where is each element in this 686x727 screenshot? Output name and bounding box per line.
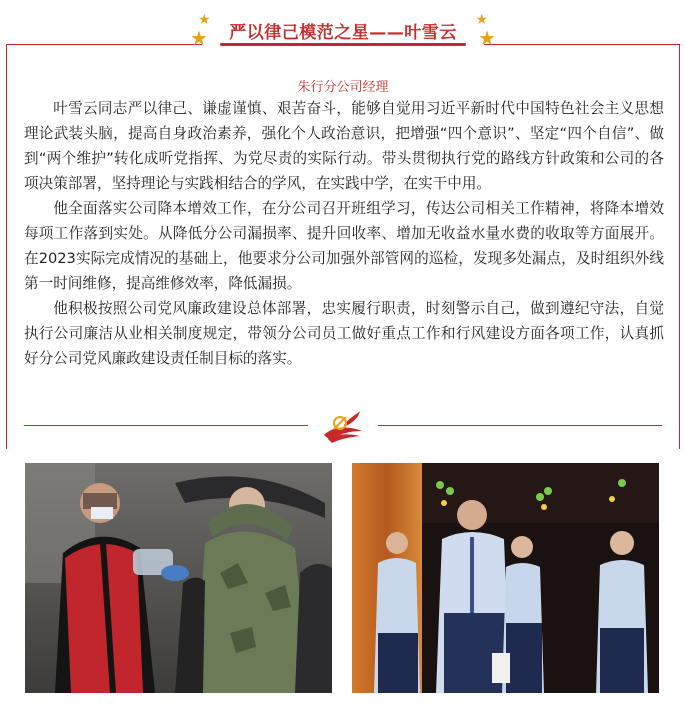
- divider-left: [24, 425, 308, 426]
- star-icon: ★: [475, 12, 488, 28]
- star-icon: ★: [478, 26, 496, 50]
- title-underline: [220, 43, 466, 46]
- title-block: [190, 4, 496, 52]
- title-bar: [220, 14, 466, 46]
- photo-distributing-supplies-in-rain: [25, 463, 332, 693]
- paragraph: 叶雪云同志严以律己、谦虚谨慎、艰苦奋斗，能够自觉用习近平新时代中国特色社会主义思想理论武装头脑，提高自身政治素养，强化个人政治意识，把增强“四个意识”、坚定“四个自信”、做到“两个维护”转化成听党指挥、为党尽责的实际行动。带头贯彻执行党的路线方针政策和公司的各项决策部署，坚持理论与实践相结合的学风，在实践中学，在实干中用。: [24, 100, 664, 192]
- star-icon: ★: [198, 12, 211, 28]
- photo-staff-in-uniform-on-stage: [352, 463, 659, 693]
- paragraph: 他积极按照公司党风廉政建设总体部署，忠实履行职责，时刻警示自己，做到遵纪守法，自觉执行公司廉洁从业相关制度规定，带领分公司员工做好重点工作和行风建设方面各项工作，认真抓好分公司党风廉政建设责任制目标的落实。: [24, 300, 664, 367]
- article-body: [24, 96, 664, 371]
- divider-right: [378, 425, 662, 426]
- paragraph: 他全面落实公司降本增效工作，在分公司召开班组学习，传达公司相关工作精神，将降本增效每项工作落到实处。从降低分公司漏损率、提升回收率、增加无收益水量水费的收取等方面展开。在2023实际完成情况的基础上，他要求分公司加强外部管网的巡检，发现多处漏点，及时组织外线第一时间维修，提高维修效率，降低漏损。: [24, 200, 664, 292]
- star-icon: ★: [190, 26, 208, 50]
- party-emblem-icon: [318, 409, 368, 443]
- subtitle: 朱行分公司经理: [297, 80, 389, 95]
- page-title: 严以律己模范之星——叶雪云: [229, 22, 457, 43]
